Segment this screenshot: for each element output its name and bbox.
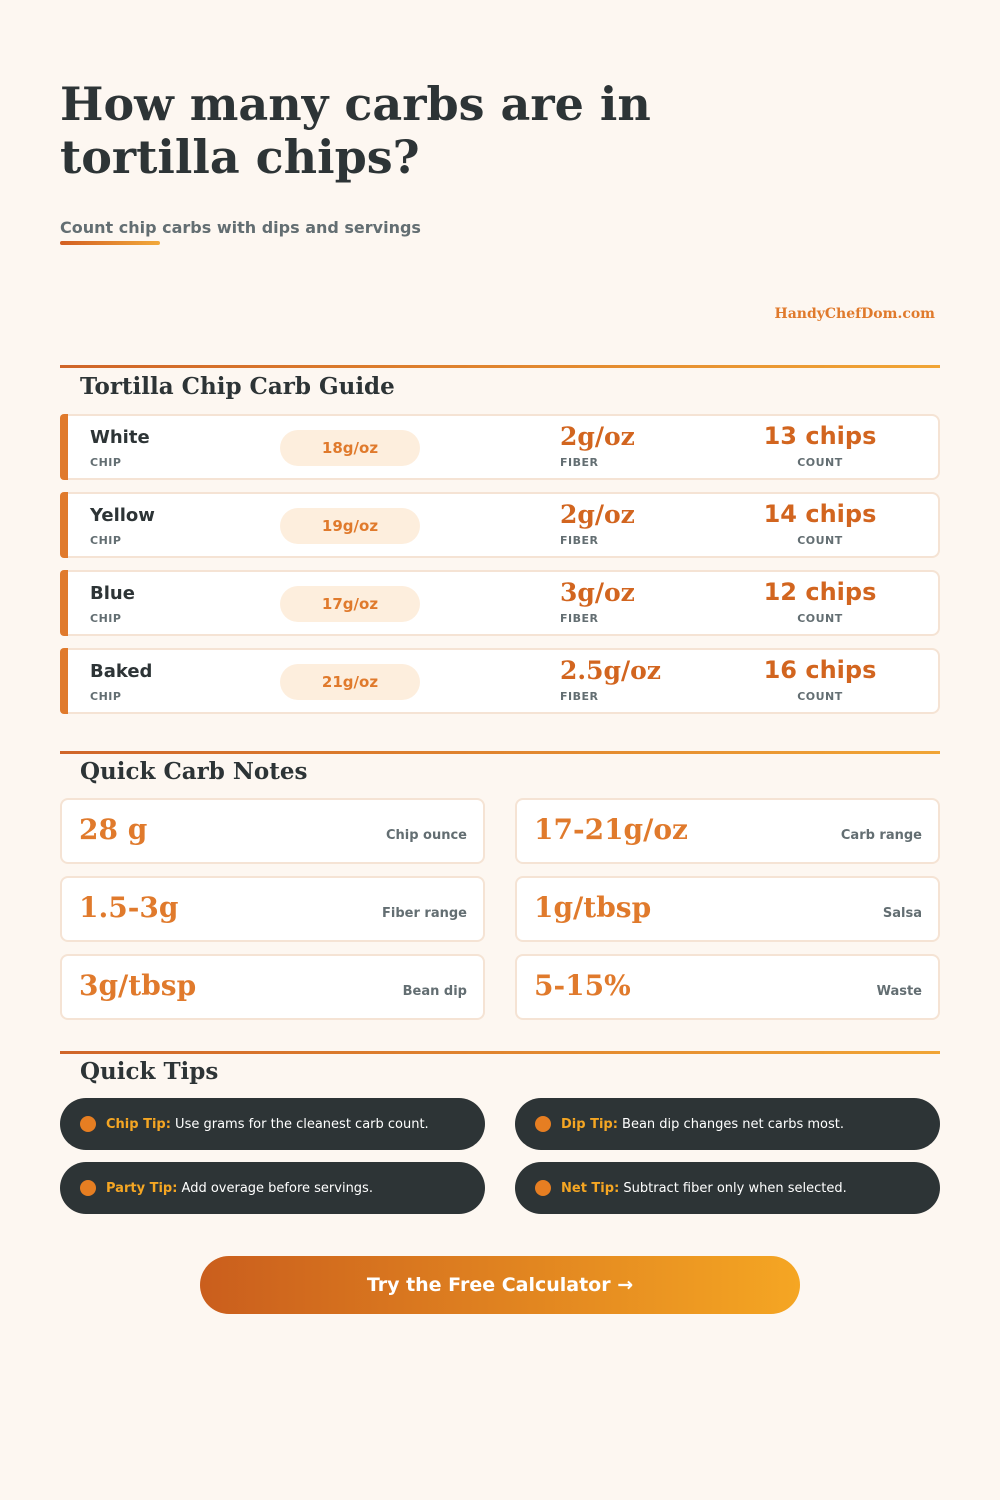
row-accent-bar xyxy=(60,648,68,714)
note-card-waste xyxy=(515,954,940,1020)
count-label: COUNT xyxy=(797,690,843,703)
chip-type-label: CHIP xyxy=(90,612,122,625)
guide-row-blue xyxy=(60,570,940,636)
tip-key: Chip Tip: xyxy=(106,1116,171,1132)
tip-party xyxy=(60,1162,485,1214)
fiber-value: 2g/oz xyxy=(560,422,635,451)
row-accent-bar xyxy=(60,414,68,480)
note-value: 28 g xyxy=(79,813,148,846)
note-card-chip-ounce xyxy=(60,798,485,864)
note-value: 1.5-3g xyxy=(79,891,179,924)
chip-name: Blue xyxy=(90,583,135,604)
fiber-label: FIBER xyxy=(560,612,599,625)
bullet-dot-icon xyxy=(535,1116,551,1132)
tip-key: Net Tip: xyxy=(561,1180,620,1196)
guide-divider xyxy=(60,365,940,368)
count-value: 14 chips xyxy=(763,500,877,528)
fiber-label: FIBER xyxy=(560,534,599,547)
note-card-bean-dip xyxy=(60,954,485,1020)
chip-type-label: CHIP xyxy=(90,456,122,469)
note-label: Bean dip xyxy=(402,984,467,999)
bullet-dot-icon xyxy=(535,1180,551,1196)
fiber-label: FIBER xyxy=(560,690,599,703)
fiber-value: 2g/oz xyxy=(560,500,635,529)
note-label: Carb range xyxy=(840,828,922,843)
guide-row-baked xyxy=(60,648,940,714)
count-value: 16 chips xyxy=(763,656,877,684)
note-value: 5-15% xyxy=(534,969,631,1002)
count-label: COUNT xyxy=(797,612,843,625)
tip-text xyxy=(106,1117,429,1132)
note-card-salsa xyxy=(515,876,940,942)
page-subtitle: Count chip carbs with dips and servings xyxy=(60,218,421,237)
chip-name: Yellow xyxy=(90,505,155,526)
note-label: Salsa xyxy=(882,906,922,921)
guide-row-white xyxy=(60,414,940,480)
count-label: COUNT xyxy=(797,456,843,469)
chip-type-label: CHIP xyxy=(90,690,122,703)
tip-body: Bean dip changes net carbs most. xyxy=(617,1116,845,1132)
fiber-value: 3g/oz xyxy=(560,578,635,607)
tips-title: Quick Tips xyxy=(80,1058,219,1085)
note-label: Chip ounce xyxy=(385,828,467,843)
note-card-fiber-range xyxy=(60,876,485,942)
chip-name: Baked xyxy=(90,661,153,682)
chip-name: White xyxy=(90,427,150,448)
count-label: COUNT xyxy=(797,534,843,547)
tip-key: Dip Tip: xyxy=(561,1116,618,1132)
tip-text xyxy=(106,1181,373,1196)
tips-divider xyxy=(60,1051,940,1054)
note-label: Waste xyxy=(876,984,922,999)
tip-body: Add overage before servings. xyxy=(177,1180,373,1196)
carb-badge: 17g/oz xyxy=(280,586,420,622)
guide-title: Tortilla Chip Carb Guide xyxy=(80,373,395,400)
note-value: 3g/tbsp xyxy=(79,969,197,1002)
row-accent-bar xyxy=(60,570,68,636)
tip-net xyxy=(515,1162,940,1214)
notes-title: Quick Carb Notes xyxy=(80,758,308,785)
calculator-cta-button[interactable]: Try the Free Calculator → xyxy=(200,1256,800,1314)
notes-divider xyxy=(60,751,940,754)
note-card-carb-range xyxy=(515,798,940,864)
note-value: 1g/tbsp xyxy=(534,891,652,924)
carb-badge: 19g/oz xyxy=(280,508,420,544)
tip-text xyxy=(561,1181,847,1196)
row-accent-bar xyxy=(60,492,68,558)
guide-row-yellow xyxy=(60,492,940,558)
tip-dip xyxy=(515,1098,940,1150)
tip-key: Party Tip: xyxy=(106,1180,178,1196)
tip-chip xyxy=(60,1098,485,1150)
fiber-label: FIBER xyxy=(560,456,599,469)
count-value: 12 chips xyxy=(763,578,877,606)
note-value: 17-21g/oz xyxy=(534,813,688,846)
tip-body: Use grams for the cleanest carb count. xyxy=(170,1116,429,1132)
page-title: How many carbs are in tortilla chips? xyxy=(60,77,651,184)
fiber-value: 2.5g/oz xyxy=(560,656,661,685)
bullet-dot-icon xyxy=(80,1116,96,1132)
brand-link[interactable]: HandyChefDom.com xyxy=(774,306,935,322)
carb-badge: 18g/oz xyxy=(280,430,420,466)
bullet-dot-icon xyxy=(80,1180,96,1196)
subtitle-underline xyxy=(60,241,160,245)
chip-type-label: CHIP xyxy=(90,534,122,547)
note-label: Fiber range xyxy=(382,906,467,921)
tip-text xyxy=(561,1117,844,1132)
carb-badge: 21g/oz xyxy=(280,664,420,700)
tip-body: Subtract fiber only when selected. xyxy=(619,1180,847,1196)
count-value: 13 chips xyxy=(763,422,877,450)
